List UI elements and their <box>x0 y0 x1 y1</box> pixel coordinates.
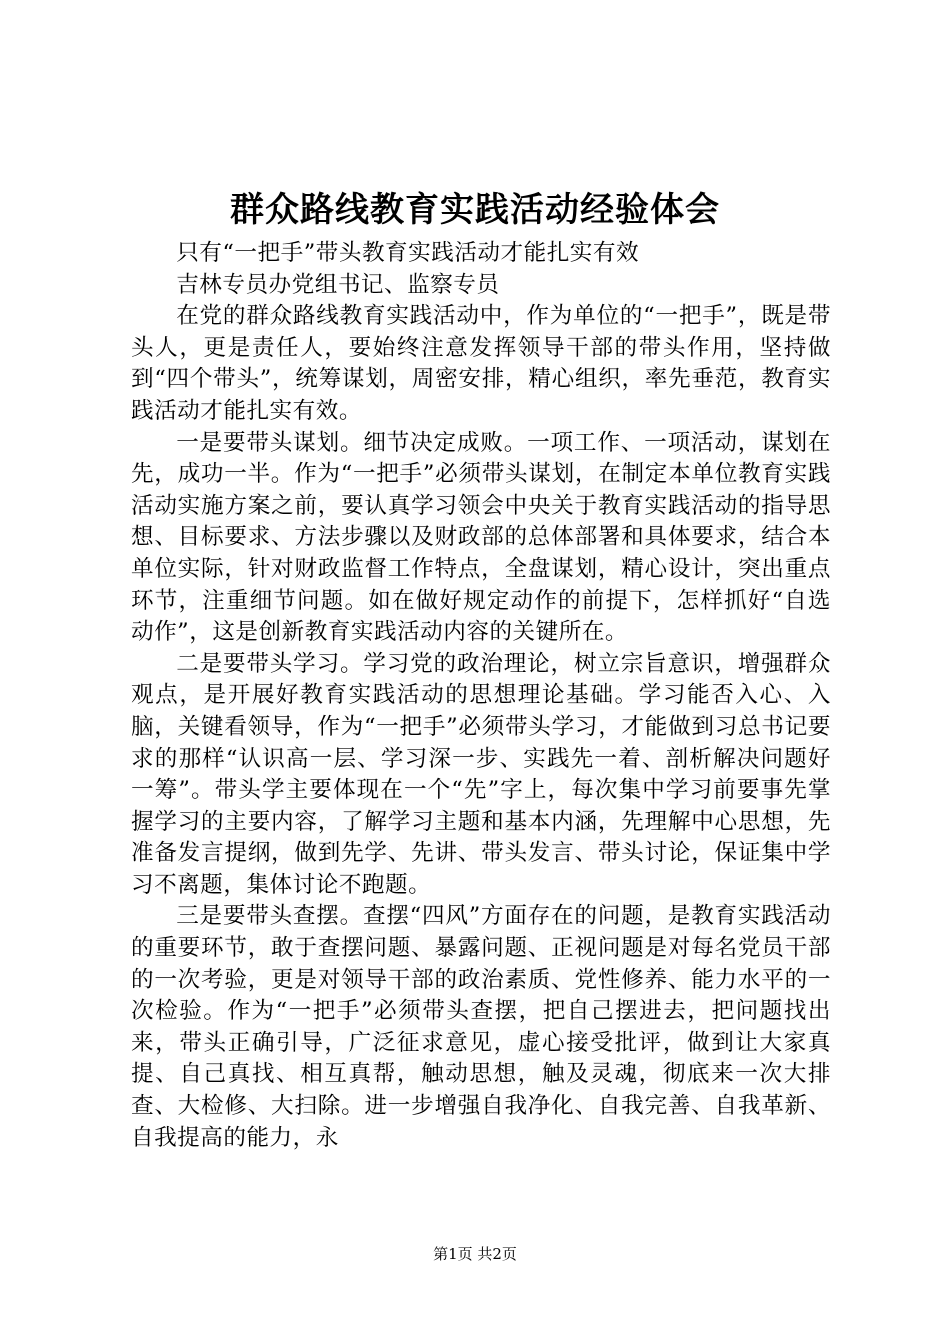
paragraph-intro: 在党的群众路线教育实践活动中，作为单位的“一把手”，既是带头人，更是责任人，要始终注意发挥领导干部的带头作用，坚持做到“四个带头”，统筹谋划，周密安排，精心组织，率先垂范，教育实践活动才能扎实有效。 <box>131 303 831 424</box>
subtitle-line: 只有“一把手”带头教育实践活动才能扎实有效 <box>176 240 640 266</box>
author-line: 吉林专员办党组书记、监察专员 <box>176 271 500 298</box>
paragraph-plan: 一是要带头谋划。细节决定成败。一项工作、一项活动，谋划在先，成功一半。作为“一把手”必须带头谋划，在制定本单位教育实践活动实施方案之前，要认真学习领会中央关于教育实践活动的指导思想、目标要求、方法步骤以及财政部的总体部署和具体要求，结合本单位实际，针对财政监督工作特点，全盘谋划，精心设计，突出重点环节，注重细节问题。如在做好规定动作的前提下，怎样抓好“自选动作”，这是创新教育实践活动内容的关键所在。 <box>131 429 831 646</box>
document-title: 群众路线教育实践活动经验体会 <box>230 190 720 230</box>
document-body <box>131 238 831 1154</box>
paragraph-study: 二是要带头学习。学习党的政治理论，树立宗旨意识，增强群众观点，是开展好教育实践活动的思想理论基础。学习能否入心、入脑，关键看领导，作为“一把手”必须带头学习，才能做到习总书记要求的那样“认识高一层、学习深一步、实践先一着、剖析解决问题好一筹”。带头学主要体现在一个“先”字上，每次集中学习前要事先掌握学习的主要内容，了解学习主题和基本内涵，先理解中心思想，先准备发言提纲，做到先学、先讲、带头发言、带头讨论，保证集中学习不离题，集体讨论不跑题。 <box>131 650 831 898</box>
page-footer: 第1页 共2页 <box>433 1245 517 1263</box>
paragraph-review: 三是要带头查摆。查摆“四风”方面存在的问题，是教育实践活动的重要环节，敢于查摆问题、暴露问题、正视问题是对每名党员干部的一次考验，更是对领导干部的政治素质、党性修养、能力水平的一次检验。作为“一把手”必须带头查摆，把自己摆进去，把问题找出来，带头正确引导，广泛征求意见，虚心接受批评，做到让大家真提、自己真找、相互真帮，触动思想，触及灵魂，彻底来一次大排查、大检修、大扫除。进一步增强自我净化、自我完善、自我革新、自我提高的能力，永 <box>131 903 831 1151</box>
